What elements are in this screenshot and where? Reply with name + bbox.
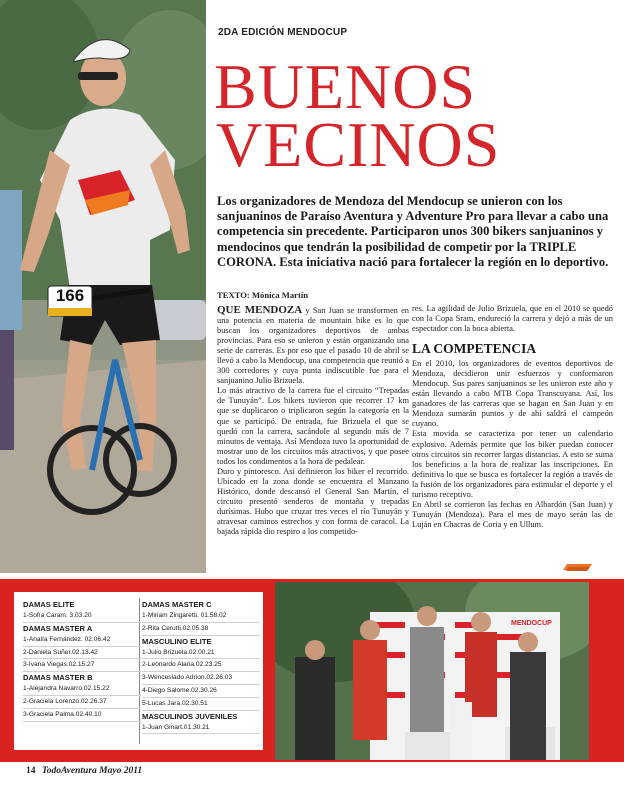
results-entry: 1-Analía Fernández. 02.06.42 (23, 634, 141, 647)
results-entry: 2-Graciela Lorenzo.02.26.37 (23, 696, 141, 709)
results-entry: 5-Lucas Jara.02.30.51 (142, 698, 260, 711)
results-entry: 4-Diego Salome.02.30.26 (142, 685, 260, 698)
results-entry: 1-Julio Brizuela.02.00.21 (142, 647, 260, 660)
headline (214, 51, 619, 180)
results-column-left (23, 600, 141, 722)
podium-banner-text: MENDOCUP (511, 620, 552, 627)
body-column-1 (217, 305, 409, 537)
results-entry: 1-Juan Ginart.01.30.21 (142, 722, 260, 735)
bib-number: 166 (55, 286, 85, 305)
results-entry: 1-Alejandra Navarro.02.15.22 (23, 683, 141, 696)
results-category: DAMAS MASTER B (23, 673, 93, 683)
body-paragraph: En el 2010, los organizadores de eventos deportivos de Mendoza, decidieron unir esfuerzos y conformaron Mendocup. Sus pares sanjuaninos se les unieron este año y están llevando a cabo MTB Copa Transcuyana. Así, los ganadores de las carreras que se hagan en San Juan y en Mendoza sumarán puntos y de ahí saldrá el campeón cuyano. (412, 359, 613, 429)
body-paragraph: Lo más atractivo de la carrera fue el circuito “Trepadas de Tunuyán”. Los bikers tuvieron que recorrer 17 km que se duplicaron o triplicaron según la categoría en la que se participó. De entrada, fue Brizuela el que se quedó con la carrera, sacándole al segundo más de 7 minutos de ventaja. Así Mendoza tuvo la oportunidad de mostrar uno de los circuitos más atractivos, y que posee todos los condimentos a la hora de pedalear. (217, 386, 409, 466)
body-paragraph: En Abril se corrieron las fechas en Albardón (San Juan) y Tunuyán (Mendoza). Para el mes de mayo serán las de Luján en Chacras de Coria y en Ullum. (412, 499, 613, 529)
results-entry: 3-Wenceslado Adrion.02.26.03 (142, 672, 260, 685)
page-number: 14 (26, 766, 36, 776)
results-category: MASCULINOS JUVENILES (142, 711, 238, 721)
lead-in: QUE MENDOZA (217, 304, 303, 316)
headline-line-2: VECINOS (216, 109, 501, 180)
results-category: DAMAS ELITE (23, 600, 75, 609)
cyclist-photo (0, 0, 206, 573)
results-entry: 2-Rita Cerutti.02.05.38 (142, 623, 260, 636)
results-category: DAMAS MASTER C (142, 600, 212, 609)
results-table (14, 592, 263, 750)
body-column-2 (412, 304, 613, 530)
podium-photo (275, 582, 589, 760)
end-mark-icon (563, 563, 592, 572)
results-entry: 3-Graciela Palma.02.40.10 (23, 709, 141, 722)
section-label: 2DA EDICIÓN MENDOCUP (218, 27, 348, 38)
page-footer (26, 766, 142, 776)
results-entry: 1-Miriam Zingaretti. 01.58.02 (142, 610, 260, 623)
results-category: MASCULINO ELITE (142, 636, 212, 646)
results-entry: 2-Daniela Suñer.02.13.42 (23, 647, 141, 660)
body-paragraph: QUE MENDOZA y San Juan se transformen en una potencia en materia de mountain bike es lo que buscan los organizadores deportivos de ambas provincias. Para eso se unieron y están organizando una serie de carreras. Es por eso que el pasado 10 de abril se llevó a cabo la Mendocup, una competencia que reunió a 300 corredores y cuya punta indiscutible fue para el sanjuanino Julio Brizuela. (217, 304, 409, 386)
body-paragraph: res. La agilidad de Julio Brizuela, que en el 2010 se quedó con la Copa Sram, endureció la carrera y dejó a más de un espectador con la boca abierta. (412, 304, 613, 334)
byline: TEXTO: Mónica Martín (217, 290, 309, 300)
results-category: DAMAS MASTER A (23, 623, 93, 633)
body-paragraph: Duro y pintoresco. Así definieron los biker el recorrido. Ubicado en la zona donde se encuentra el Manzano Histórico, donde descansó el General San Martín, el circuito presentó senderos de montaña y trepadas durísimas. Hubo que cruzar tres veces el río Tunuyán y atravesar caminos estrechos y con forma de caracol. La bajada rápida dio respiro a los competido- (217, 466, 409, 537)
magazine-name: TodoAventura (41, 766, 97, 776)
results-entry: 3-Ivana Viegas.02.15.27 (23, 659, 141, 672)
results-entry: 1-Sofía Caram. 3.03.20 (23, 610, 141, 623)
subheading: LA COMPETENCIA (412, 341, 537, 357)
body-paragraph: Esta movida se caracteriza por tener un calendario explosivo. Además permite que los biker puedan conocer otros circuitos sin recorrer largas distancias. A esto se suma los beneficios a la hora de realizar las inscripciones. En definitiva lo que se busca es fortalecer la región a través de la fusión de los organizadores para estimular el deporte y el turismo receptivo. (412, 429, 613, 499)
issue-date: Mayo 2011 (99, 766, 143, 776)
headline-line-1: BUENOS (214, 51, 477, 122)
results-column-right (142, 600, 260, 734)
results-entry: 2-Leonardo Alaria.02.23.25 (142, 659, 260, 672)
lead-paragraph: Los organizadores de Mendoza del Mendocup se unieron con los sanjuaninos de Paraíso Aventura y Adventure Pro para llevar a cabo una competencia sin precedente. Participaron unos 300 bikers sanjuaninos y mendocinos que tendrán la posibilidad de competir por la TRIPLE CORONA. Esta iniciativa nació para fortalecer la región en lo deportivo. (217, 194, 609, 269)
